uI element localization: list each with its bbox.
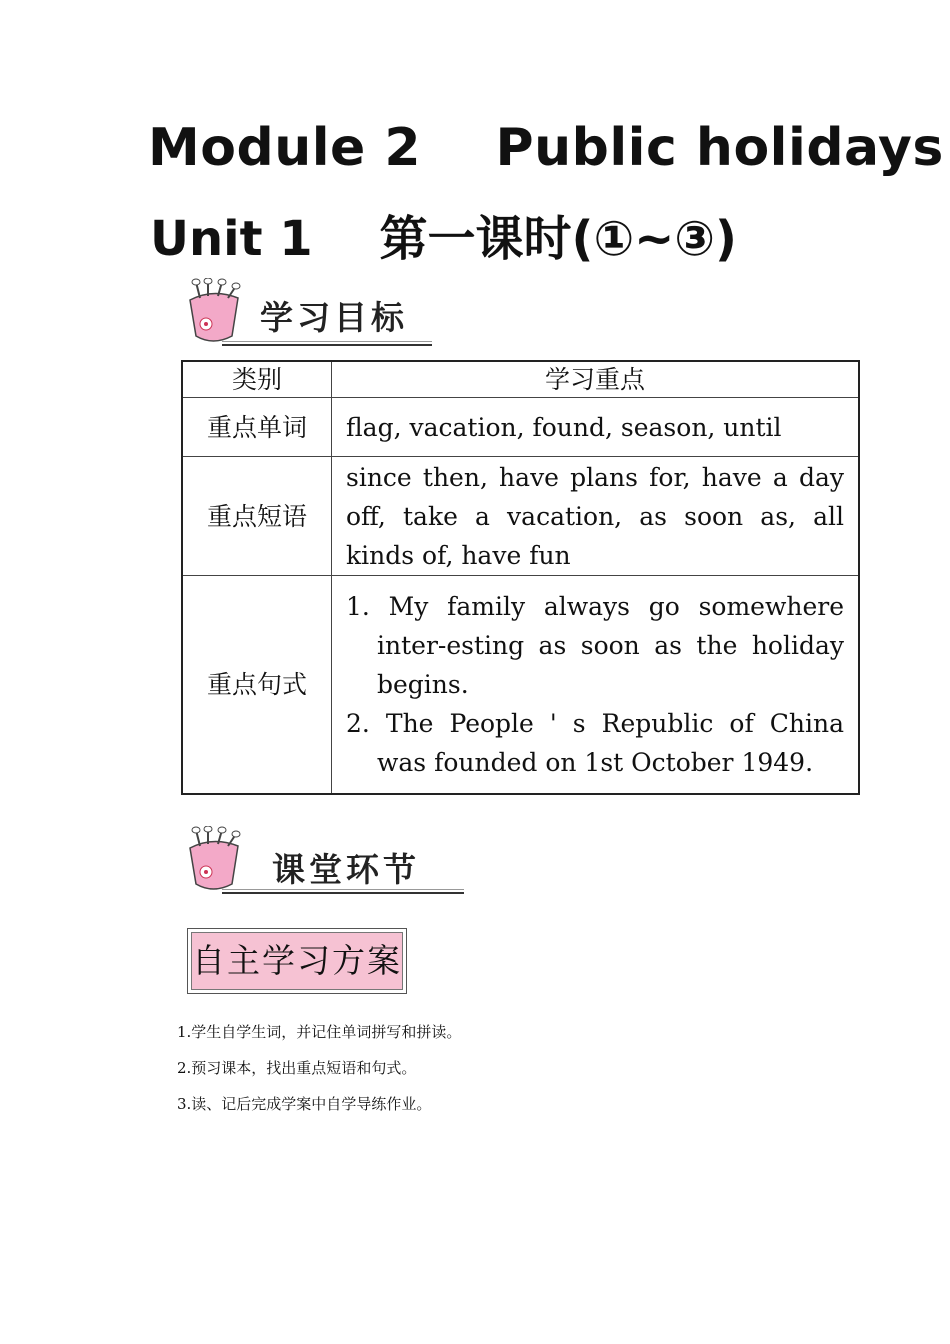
divider bbox=[222, 889, 464, 890]
table-row bbox=[182, 457, 859, 576]
table-row bbox=[182, 576, 859, 795]
section-title: 学习目标 bbox=[260, 298, 408, 337]
plan-label: 自主学习方案 bbox=[191, 932, 403, 990]
list-item: 3.读、记后完成学案中自学导练作业。 bbox=[177, 1095, 432, 1113]
list-item: 1.学生自学生词，并记住单词拼写和拼读。 bbox=[177, 1023, 462, 1041]
divider bbox=[222, 892, 464, 894]
goals-table bbox=[181, 360, 860, 795]
table-header-row bbox=[182, 361, 859, 398]
section-title: 课堂环节 bbox=[272, 850, 420, 889]
table-row bbox=[182, 398, 859, 457]
unit-title: Unit 1 第一课时(①~③) bbox=[150, 211, 737, 267]
divider bbox=[222, 341, 432, 342]
plan-label-box bbox=[187, 928, 407, 994]
category-cell: 重点句式 bbox=[182, 576, 332, 795]
content-cell: since then, have plans for, have a day off, take a vacation, as soon as, all kinds of, have fun bbox=[332, 457, 860, 576]
content-cell bbox=[332, 576, 860, 795]
steps-list bbox=[177, 1018, 461, 1126]
category-cell: 重点短语 bbox=[182, 457, 332, 576]
module-title: Module 2 Public holidays bbox=[148, 118, 944, 178]
category-cell: 重点单词 bbox=[182, 398, 332, 457]
section-header-goals bbox=[182, 278, 432, 348]
list-item: 2.预习课本，找出重点短语和句式。 bbox=[177, 1059, 417, 1077]
column-header: 类别 bbox=[182, 361, 332, 398]
content-cell: flag, vacation, found, season, until bbox=[332, 398, 860, 457]
key-sentence: 1. My family always go somewhere inter-esting as soon as the holiday begins. bbox=[346, 592, 844, 699]
flower-bag-icon bbox=[182, 278, 244, 346]
key-sentence: 2. The People ' s Republic of China was founded on 1st October 1949. bbox=[346, 709, 844, 777]
flower-bag-icon bbox=[182, 826, 244, 894]
section-header-class bbox=[182, 826, 464, 896]
column-header: 学习重点 bbox=[332, 361, 860, 398]
divider bbox=[222, 344, 432, 346]
